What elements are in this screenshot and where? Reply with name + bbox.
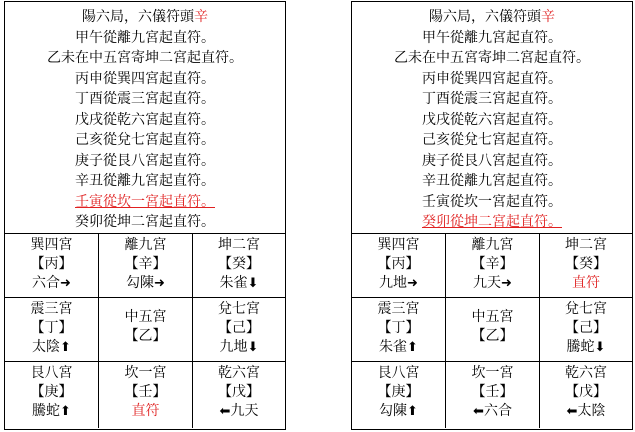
palace-god: [540, 338, 632, 357]
god-label: 朱雀: [379, 339, 408, 355]
left-cell-xun: [5, 234, 99, 298]
left-panel: [4, 1, 286, 430]
palace-stem: 【丙】: [377, 256, 420, 272]
palace-stem: 【戊】: [218, 384, 260, 400]
right-line-4: 丁酉從震三宮起直符。: [422, 91, 562, 107]
right-text-block: [352, 2, 632, 234]
left-cell-kun: [193, 234, 285, 298]
palace-god: [193, 338, 285, 357]
palace-stem: 【癸】: [565, 256, 607, 272]
palace-god: [5, 338, 98, 357]
palace-stem: 【丁】: [377, 320, 420, 336]
right-line-1: 甲午從離九宮起直符。: [422, 29, 562, 46]
right-panel: [351, 1, 633, 430]
god-label: 九地: [379, 275, 408, 291]
arrow-up-icon: ⬆: [407, 404, 418, 419]
palace-stem: 【壬】: [471, 384, 514, 400]
arrow-left-icon: ⬅: [566, 404, 578, 419]
god-label: 騰蛇: [566, 339, 595, 355]
god-label: 六合: [483, 403, 512, 419]
palace-stem: 【丙】: [30, 256, 73, 272]
god-label: 太陰: [577, 403, 606, 419]
right-cell-kan: [446, 362, 540, 428]
left-line-4: 丁酉從震三宮起直符。: [75, 91, 215, 107]
palace-name: 坎一宮: [124, 365, 167, 381]
left-palace-grid: [5, 234, 285, 428]
left-cell-qian: [193, 362, 285, 428]
left-line-10: 癸卯從坤二宮起直符。: [75, 214, 215, 230]
palace-god: [5, 402, 98, 421]
god-label: 勾陳: [126, 275, 155, 291]
palace-god: [193, 402, 285, 421]
left-title: [5, 7, 285, 28]
palace-god: [5, 274, 98, 293]
god-label: 騰蛇: [32, 403, 61, 419]
palace-stem: 【庚】: [377, 384, 420, 400]
palace-name: 震三宮: [30, 301, 73, 317]
right-cell-center: [446, 298, 540, 362]
palace-stem: 【乙】: [471, 328, 514, 344]
right-line-5: 戊戌從乾六宮起直符。: [422, 111, 562, 128]
left-cell-center: [99, 298, 193, 362]
palace-name: 離九宮: [124, 237, 167, 253]
palace-name: 乾六宮: [218, 365, 260, 381]
palace-name: 坤二宮: [218, 237, 260, 253]
right-cell-kun: [540, 234, 632, 298]
palace-god: [446, 402, 539, 421]
left-title-prefix: 陽六局，六儀符頭: [82, 9, 194, 25]
right-palace-grid: [352, 234, 632, 428]
left-line-8: 辛丑從離九宮起直符。: [75, 173, 215, 189]
left-line-5: 戊戌從乾六宮起直符。: [75, 111, 215, 128]
arrow-left-icon: ⬅: [219, 404, 231, 419]
left-line-2: 乙未在中五宮寄坤二宮起直符。: [47, 50, 243, 66]
right-line-8: 辛丑從離九宮起直符。: [422, 173, 562, 189]
god-label: 九地: [219, 339, 248, 355]
palace-name: 坎一宮: [471, 365, 514, 381]
left-line-3: 丙申從巽四宮起直符。: [75, 70, 215, 87]
palace-god: [352, 402, 445, 421]
left-cell-li: [99, 234, 193, 298]
palace-god: [352, 338, 445, 357]
left-text-block: [5, 2, 285, 234]
palace-stem: 【丁】: [30, 320, 73, 336]
palace-stem: 【乙】: [124, 328, 167, 344]
right-line-10-highlighted: 癸卯從坤二宮起直符。: [422, 214, 562, 230]
palace-god: [99, 274, 192, 293]
god-label: 太陰: [32, 339, 61, 355]
god-label: 朱雀: [219, 275, 248, 291]
palace-name: 巽四宮: [30, 237, 73, 253]
right-cell-zhen: [352, 298, 446, 362]
palace-stem: 【癸】: [218, 256, 260, 272]
left-line-9-highlighted: 壬寅從坎一宮起直符。: [75, 193, 215, 210]
left-cell-zhen: [5, 298, 99, 362]
arrow-right-icon: ➜: [154, 276, 165, 291]
palace-stem: 【辛】: [124, 256, 167, 272]
arrow-up-icon: ⬆: [60, 404, 71, 419]
palace-god: 直符: [131, 403, 160, 419]
arrow-down-icon: ⬇: [594, 340, 606, 355]
right-line-3: 丙申從巽四宮起直符。: [422, 70, 562, 87]
palace-stem: 【己】: [218, 320, 260, 336]
arrow-up-icon: ⬆: [60, 340, 71, 355]
arrow-down-icon: ⬇: [247, 276, 259, 291]
palace-name: 兌七宮: [565, 301, 607, 317]
palace-god: [540, 402, 632, 421]
arrow-left-icon: ⬅: [473, 404, 484, 419]
right-line-6: 己亥從兌七宮起直符。: [422, 132, 562, 148]
palace-name: 離九宮: [471, 237, 514, 253]
arrow-down-icon: ⬇: [247, 340, 259, 355]
god-label: 九天: [473, 275, 502, 291]
left-cell-dui: [193, 298, 285, 362]
right-title-prefix: 陽六局，六儀符頭: [429, 9, 541, 25]
palace-name: 乾六宮: [565, 365, 607, 381]
right-line-9: 壬寅從坎一宮起直符。: [422, 193, 562, 210]
palace-god: [352, 274, 445, 293]
right-cell-qian: [540, 362, 632, 428]
palace-name: 艮八宮: [30, 365, 73, 381]
palace-name: 艮八宮: [377, 365, 420, 381]
arrow-right-icon: ➜: [60, 276, 71, 291]
right-line-7: 庚子從艮八宮起直符。: [422, 152, 562, 169]
palace-stem: 【辛】: [471, 256, 514, 272]
palace-name: 兌七宮: [218, 301, 260, 317]
right-title: [352, 7, 632, 28]
palace-god: 直符: [572, 275, 600, 291]
palace-name: 坤二宮: [565, 237, 607, 253]
left-line-6: 己亥從兌七宮起直符。: [75, 132, 215, 148]
god-label: 九天: [230, 403, 259, 419]
right-title-highlight: 辛: [541, 9, 555, 25]
palace-god: [446, 274, 539, 293]
right-cell-li: [446, 234, 540, 298]
palace-name: 中五宮: [124, 309, 167, 325]
palace-stem: 【己】: [565, 320, 607, 336]
palace-stem: 【戊】: [565, 384, 607, 400]
left-title-highlight: 辛: [194, 9, 208, 25]
right-cell-dui: [540, 298, 632, 362]
left-line-7: 庚子從艮八宮起直符。: [75, 152, 215, 169]
palace-stem: 【壬】: [124, 384, 167, 400]
god-label: 勾陳: [379, 403, 408, 419]
left-cell-kan: [99, 362, 193, 428]
left-cell-gen: [5, 362, 99, 428]
god-label: 六合: [32, 275, 61, 291]
left-line-1: 甲午從離九宮起直符。: [75, 29, 215, 46]
arrow-right-icon: ➜: [407, 276, 418, 291]
palace-name: 中五宮: [471, 309, 514, 325]
right-line-2: 乙未在中五宮寄坤二宮起直符。: [394, 50, 590, 66]
right-cell-gen: [352, 362, 446, 428]
palace-name: 震三宮: [377, 301, 420, 317]
palace-name: 巽四宮: [377, 237, 420, 253]
arrow-up-icon: ⬆: [407, 340, 418, 355]
right-cell-xun: [352, 234, 446, 298]
palace-god: [193, 274, 285, 293]
arrow-right-icon: ➜: [501, 276, 512, 291]
palace-stem: 【庚】: [30, 384, 73, 400]
